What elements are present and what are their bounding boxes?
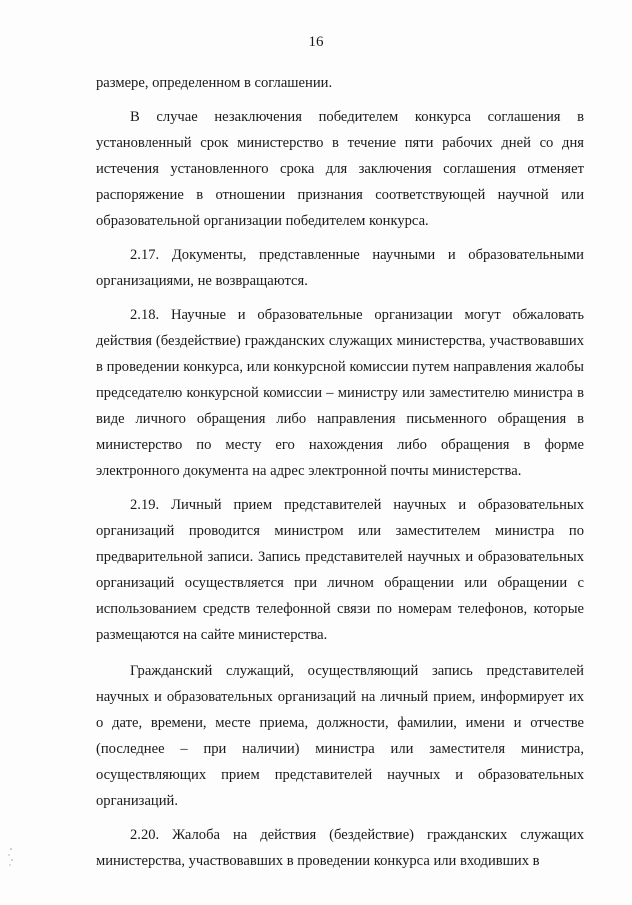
scan-mark-icon <box>6 846 16 868</box>
paragraph-nonconclusion: В случае незаключения победителем конкурса соглашения в установленный срок министерство в течение пяти рабочих дней со дня истечения установленного срока для заключения соглашения отменяет распоряжение в отношении признания соответствующей научной или образовательной организации победителем конкурса. <box>96 109 584 229</box>
paragraph-2-18: 2.18. Научные и образовательные организации могут обжаловать действия (бездействие) гражданских служащих министерства, участвовавших в проведении конкурса, или конкурсной комиссии путем направления жалобы председателю конкурсной комиссии – министру или заместителю министра в виде личного обращения либо направления письменного обращения в министерство по месту его нахождения либо обращения в форме электронного документа на адрес электронной почты министерства. <box>96 307 584 479</box>
body-text <box>96 70 584 874</box>
paragraph-2-17: 2.17. Документы, представленные научными и образовательными организациями, не возвращаются. <box>96 247 584 289</box>
page-number: 16 <box>308 34 324 50</box>
paragraph-2-20: 2.20. Жалоба на действия (бездействие) гражданских служащих министерства, участвовавших в проведении конкурса или входивших в <box>96 827 584 869</box>
paragraph-continuation: размере, определенном в соглашении. <box>96 75 333 91</box>
paragraph-2-19: 2.19. Личный прием представителей научных и образовательных организаций проводится министром или заместителем министра по предварительной записи. Запись представителей научных и образовательных организаций осуществляется при личном обращении или обращении с использованием средств телефонной связи по номерам телефонов, которые размещаются на сайте министерства. <box>96 497 584 643</box>
paragraph-civil-servant: Гражданский служащий, осуществляющий запись представителей научных и образовательных организаций на личный прием, информирует их о дате, времени, месте приема, должности, фамилии, имени и отчестве (последнее – при наличии) министра или заместителя министра, осуществляющих прием представителей научных и образовательных организаций. <box>96 663 584 809</box>
